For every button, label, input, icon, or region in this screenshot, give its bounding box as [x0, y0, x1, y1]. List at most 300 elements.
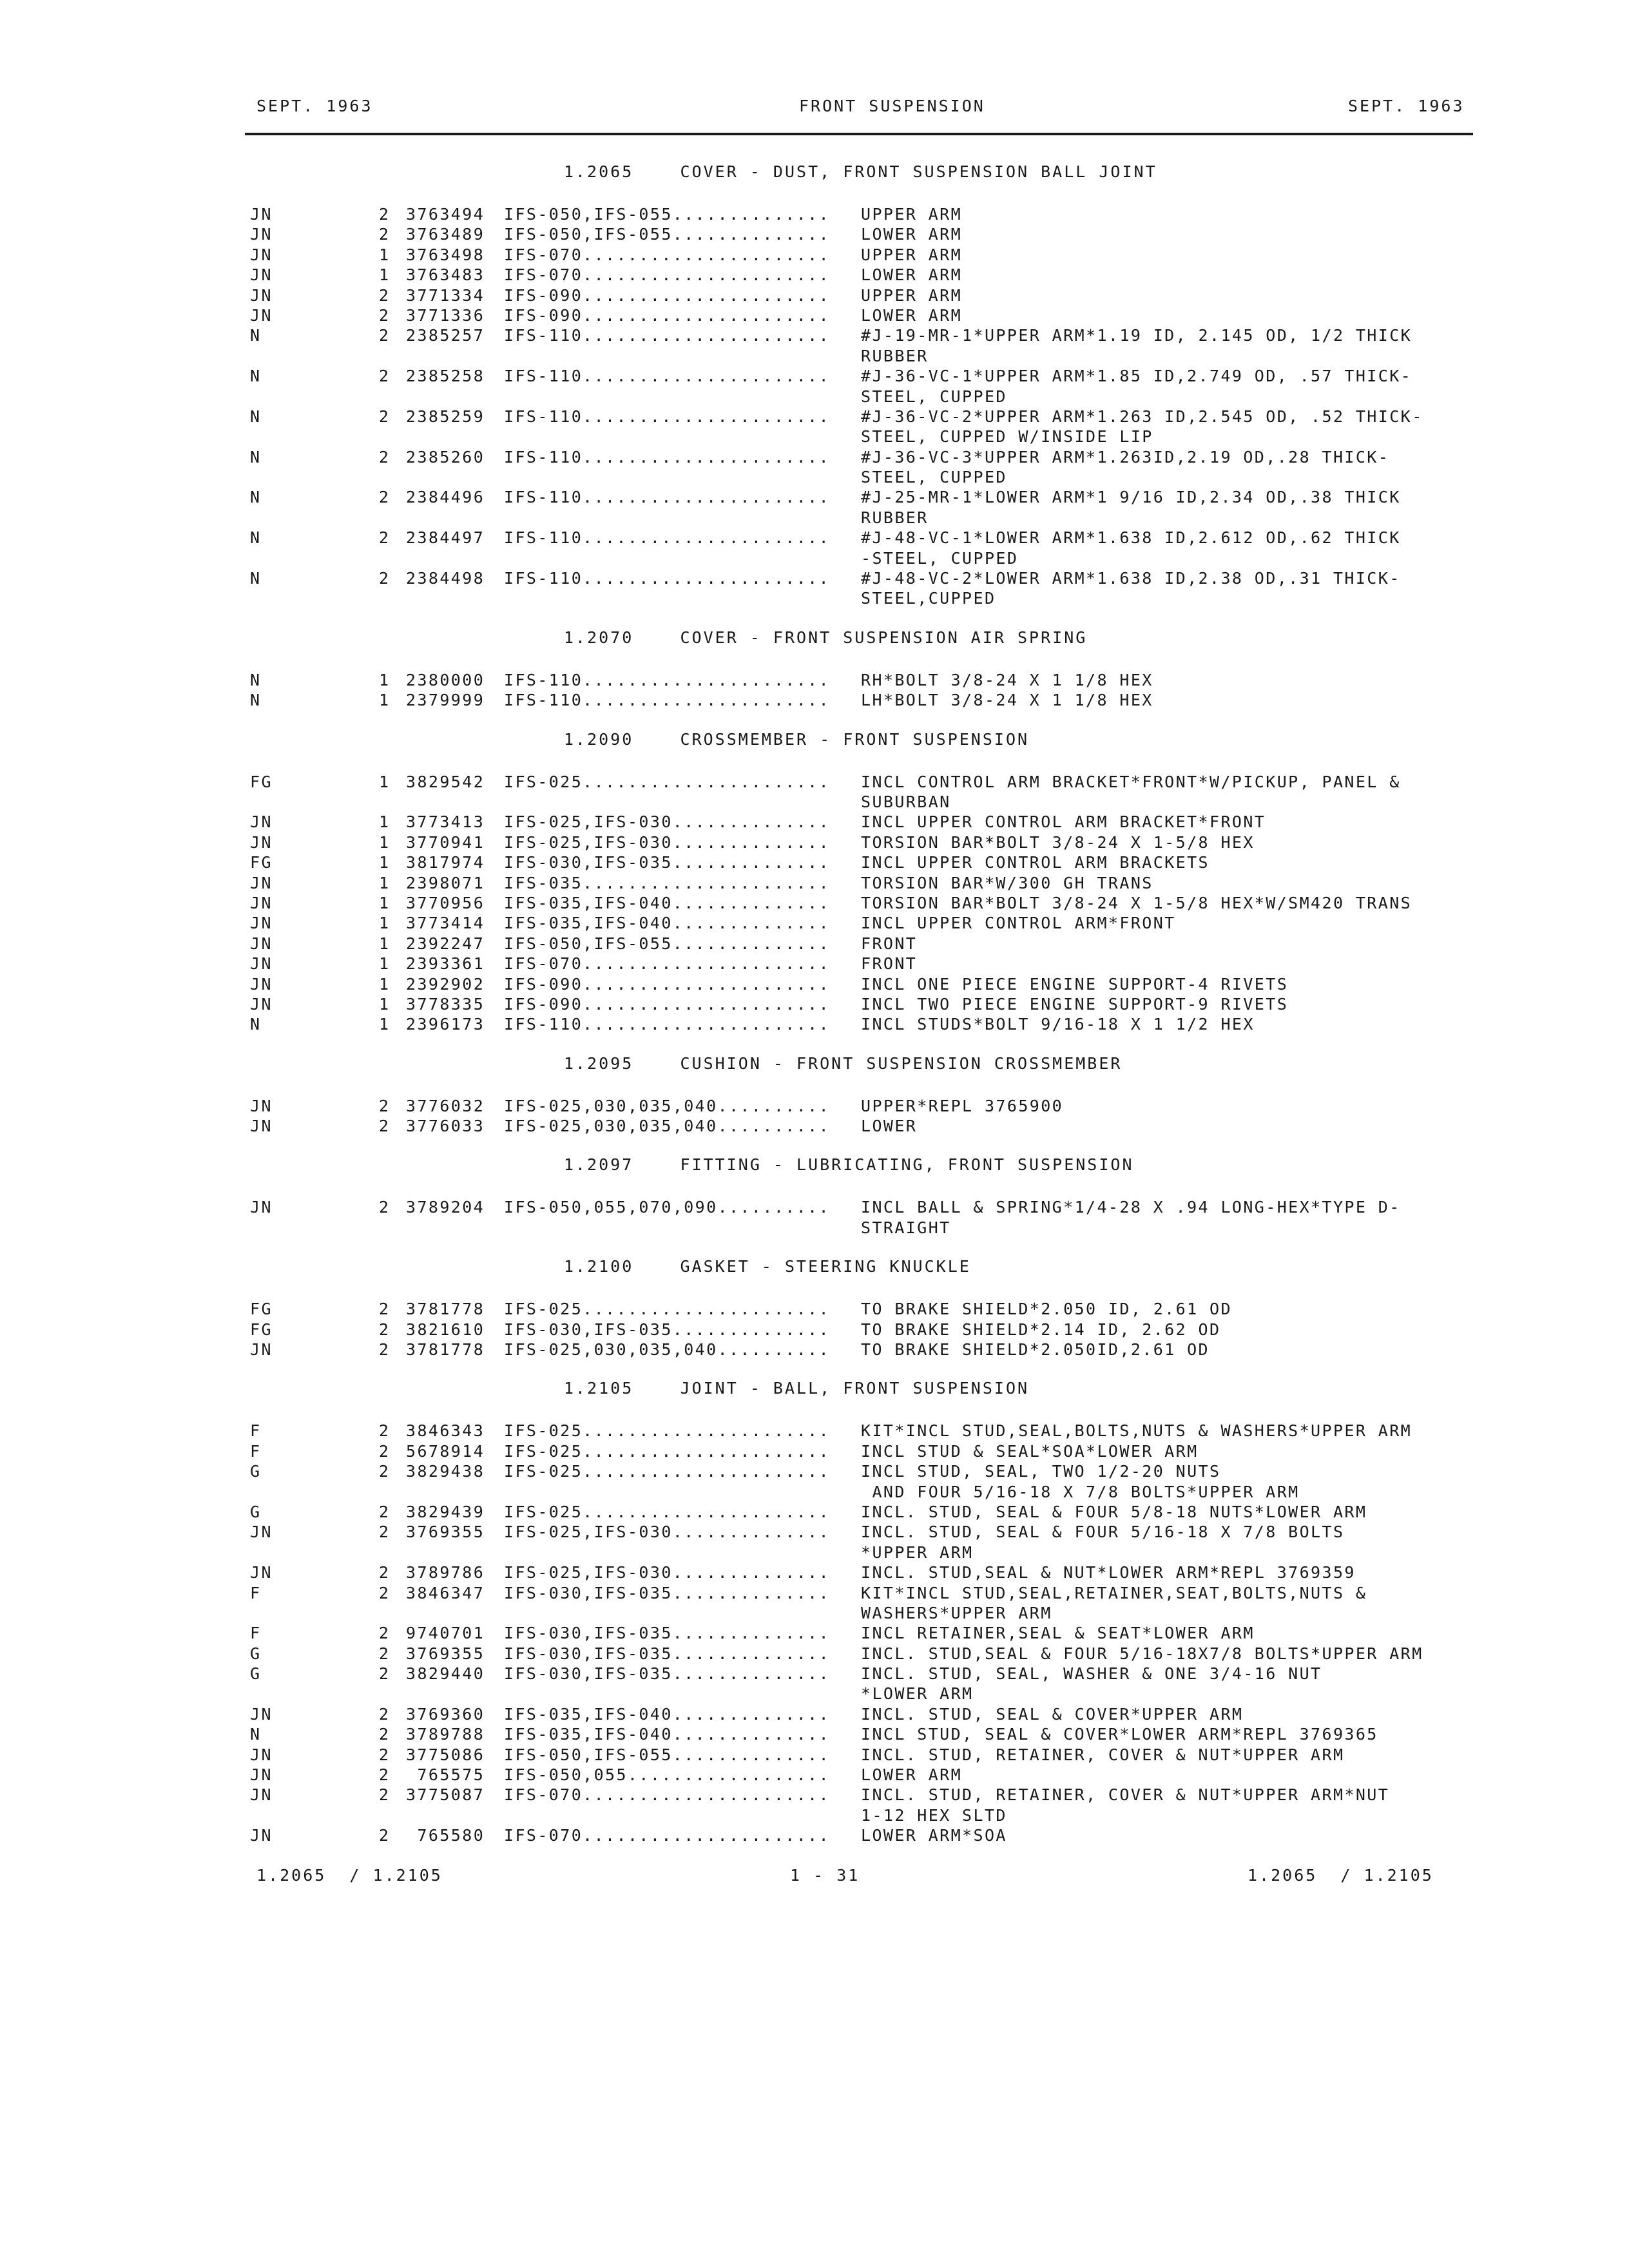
part-number: 765575 — [406, 1765, 485, 1785]
part-description: SUBURBAN — [861, 792, 951, 811]
part-description: #J-48-VC-2*LOWER ARM*1.638 ID,2.38 OD,.31 THICK- — [861, 569, 1401, 588]
part-number: 3763489 — [406, 225, 485, 244]
part-application: IFS-030,IFS-035.............. — [504, 1320, 831, 1339]
part-row — [0, 873, 1629, 893]
part-row — [0, 1785, 1629, 1825]
section-title: 1.2065 COVER - DUST, FRONT SUSPENSION BALL JOINT — [564, 162, 1157, 181]
part-code: G — [250, 1664, 262, 1684]
part-description: KIT*INCL STUD,SEAL,BOLTS,NUTS & WASHERS*UPPER ARM — [861, 1421, 1412, 1441]
part-quantity: 2 — [379, 1300, 390, 1319]
part-number: 9740701 — [406, 1624, 485, 1643]
part-quantity: 1 — [379, 914, 390, 933]
part-number: 3789204 — [406, 1198, 485, 1217]
part-number: 3829542 — [406, 772, 485, 791]
part-row — [0, 1320, 1629, 1340]
page-number: 1 - 31 — [790, 1866, 860, 1885]
part-code: FG — [250, 853, 273, 872]
part-code: JN — [250, 812, 273, 832]
part-quantity: 2 — [379, 1644, 390, 1663]
part-row — [0, 528, 1629, 568]
part-application: IFS-025,030,035,040.......... — [504, 1096, 831, 1115]
part-application: IFS-110...................... — [504, 1015, 831, 1034]
part-quantity: 1 — [379, 974, 390, 994]
part-row — [0, 1340, 1629, 1360]
part-number: 3789786 — [406, 1563, 485, 1582]
part-code: JN — [250, 1704, 273, 1724]
part-row — [0, 366, 1629, 407]
part-code: JN — [250, 893, 273, 912]
part-application: IFS-050,IFS-055.............. — [504, 205, 831, 224]
part-code: G — [250, 1644, 262, 1663]
part-application: IFS-025...................... — [504, 772, 831, 791]
part-number: 3781778 — [406, 1300, 485, 1319]
part-description: STEEL, CUPPED — [861, 387, 1007, 406]
section-heading — [0, 1371, 1629, 1412]
part-number: 3771334 — [406, 285, 485, 305]
part-description: INCL STUD, SEAL & COVER*LOWER ARM*REPL 3769365 — [861, 1725, 1378, 1744]
part-row — [0, 934, 1629, 954]
part-row — [0, 974, 1629, 994]
part-quantity: 2 — [379, 1765, 390, 1785]
part-quantity: 2 — [379, 1583, 390, 1602]
part-quantity: 2 — [379, 1704, 390, 1724]
part-description: INCL. STUD,SEAL & NUT*LOWER ARM*REPL 3769359 — [861, 1563, 1356, 1582]
part-row — [0, 285, 1629, 305]
part-code: JN — [250, 305, 273, 325]
part-code: FG — [250, 1320, 273, 1339]
part-description: INCL TWO PIECE ENGINE SUPPORT-9 RIVETS — [861, 994, 1289, 1014]
part-number: 3821610 — [406, 1320, 485, 1339]
part-code: FG — [250, 772, 273, 791]
part-quantity: 2 — [379, 1320, 390, 1339]
part-quantity: 2 — [379, 205, 390, 224]
part-description: TO BRAKE SHIELD*2.14 ID, 2.62 OD — [861, 1320, 1221, 1339]
part-number: 2392902 — [406, 974, 485, 994]
part-number: 3829440 — [406, 1664, 485, 1684]
part-description: UPPER ARM — [861, 245, 963, 264]
part-application: IFS-035...................... — [504, 873, 831, 892]
part-quantity: 1 — [379, 245, 390, 264]
part-row — [0, 1116, 1629, 1136]
part-row — [0, 407, 1629, 447]
part-row — [0, 1441, 1629, 1461]
part-description: INCL RETAINER,SEAL & SEAT*LOWER ARM — [861, 1624, 1255, 1643]
part-description: RH*BOLT 3/8-24 X 1 1/8 HEX — [861, 670, 1153, 689]
part-number: 3776033 — [406, 1117, 485, 1136]
part-quantity: 2 — [379, 569, 390, 588]
part-number: 2392247 — [406, 934, 485, 953]
part-quantity: 1 — [379, 265, 390, 285]
part-code: JN — [250, 832, 273, 852]
part-code: JN — [250, 265, 273, 285]
part-row — [0, 1664, 1629, 1704]
part-application: IFS-025,IFS-030.............. — [504, 832, 831, 852]
part-code: N — [250, 326, 262, 345]
part-description: WASHERS*UPPER ARM — [861, 1603, 1052, 1622]
part-number: 3829438 — [406, 1462, 485, 1481]
part-number: 2384497 — [406, 528, 485, 548]
part-application: IFS-110...................... — [504, 488, 831, 507]
part-quantity: 2 — [379, 305, 390, 325]
part-row — [0, 832, 1629, 852]
part-description: INCL. STUD, SEAL & FOUR 5/16-18 X 7/8 BOLTS — [861, 1523, 1345, 1542]
part-code: F — [250, 1624, 262, 1643]
part-quantity: 2 — [379, 1563, 390, 1582]
part-number: 3773414 — [406, 914, 485, 933]
part-number: 3769355 — [406, 1644, 485, 1663]
part-row — [0, 1745, 1629, 1765]
part-number: 2380000 — [406, 670, 485, 689]
part-row — [0, 224, 1629, 244]
part-application: IFS-025,030,035,040.......... — [504, 1340, 831, 1360]
part-application: IFS-030,IFS-035.............. — [504, 1644, 831, 1663]
part-description: INCL. STUD, SEAL & COVER*UPPER ARM — [861, 1704, 1244, 1724]
part-row — [0, 852, 1629, 872]
part-code: N — [250, 407, 262, 426]
part-row — [0, 994, 1629, 1014]
part-code: JN — [250, 914, 273, 933]
part-number: 3846347 — [406, 1583, 485, 1602]
part-quantity: 2 — [379, 1725, 390, 1744]
part-row — [0, 1724, 1629, 1744]
part-application: IFS-050,IFS-055.............. — [504, 934, 831, 953]
part-description: STRAIGHT — [861, 1218, 951, 1237]
part-application: IFS-070...................... — [504, 1826, 831, 1845]
part-application: IFS-035,IFS-040.............. — [504, 914, 831, 933]
part-row — [0, 690, 1629, 710]
part-application: IFS-025,IFS-030.............. — [504, 812, 831, 832]
part-quantity: 1 — [379, 853, 390, 872]
part-description: INCL BALL & SPRING*1/4-28 X .94 LONG-HEX*TYPE D- — [861, 1198, 1401, 1217]
part-code: JN — [250, 225, 273, 244]
part-application: IFS-070...................... — [504, 954, 831, 974]
part-quantity: 1 — [379, 954, 390, 974]
part-application: IFS-035,IFS-040.............. — [504, 1704, 831, 1724]
section-heading — [0, 620, 1629, 661]
part-description: -STEEL, CUPPED — [861, 548, 1019, 568]
part-application: IFS-025...................... — [504, 1462, 831, 1481]
part-row — [0, 1461, 1629, 1502]
part-code: G — [250, 1502, 262, 1521]
header-left: SEPT. 1963 — [256, 97, 373, 115]
part-application: IFS-035,IFS-040.............. — [504, 1725, 831, 1744]
part-code: N — [250, 488, 262, 507]
part-code: N — [250, 447, 262, 466]
part-row — [0, 1704, 1629, 1724]
section-heading — [0, 722, 1629, 763]
part-quantity: 2 — [379, 528, 390, 548]
footer-right: 1.2065 / 1.2105 — [1248, 1866, 1434, 1885]
part-number: 3770956 — [406, 893, 485, 912]
part-application: IFS-110...................... — [504, 528, 831, 548]
part-code: JN — [250, 1745, 273, 1764]
part-application: IFS-050,055,070,090.......... — [504, 1198, 831, 1217]
part-number: 3829439 — [406, 1502, 485, 1521]
part-quantity: 1 — [379, 893, 390, 912]
part-row — [0, 1644, 1629, 1664]
part-description: FRONT — [861, 934, 918, 953]
part-quantity: 2 — [379, 1664, 390, 1684]
part-code: JN — [250, 873, 273, 892]
part-description: FRONT — [861, 954, 918, 974]
part-number: 2384496 — [406, 488, 485, 507]
part-row — [0, 305, 1629, 325]
section-title: 1.2090 CROSSMEMBER - FRONT SUSPENSION — [564, 729, 1030, 749]
part-description: INCL CONTROL ARM BRACKET*FRONT*W/PICKUP, PANEL & — [861, 772, 1401, 791]
part-description: 1-12 HEX SLTD — [861, 1805, 1007, 1825]
part-row — [0, 670, 1629, 690]
part-description: TORSION BAR*BOLT 3/8-24 X 1-5/8 HEX — [861, 832, 1255, 852]
part-code: G — [250, 1462, 262, 1481]
part-application: IFS-090...................... — [504, 974, 831, 994]
part-quantity: 2 — [379, 447, 390, 466]
part-number: 3769360 — [406, 1704, 485, 1724]
header-rule — [245, 133, 1473, 135]
part-code: JN — [250, 1765, 273, 1785]
part-description: #J-36-VC-1*UPPER ARM*1.85 ID,2.749 OD, .57 THICK- — [861, 367, 1412, 386]
part-number: 2396173 — [406, 1015, 485, 1034]
part-number: 2385260 — [406, 447, 485, 466]
part-quantity: 2 — [379, 1785, 390, 1805]
part-code: JN — [250, 1785, 273, 1805]
part-description: #J-19-MR-1*UPPER ARM*1.19 ID, 2.145 OD, 1/2 THICK — [861, 326, 1412, 345]
section-title: 1.2070 COVER - FRONT SUSPENSION AIR SPRING — [564, 628, 1088, 647]
part-description: TORSION BAR*BOLT 3/8-24 X 1-5/8 HEX*W/SM420 TRANS — [861, 893, 1412, 912]
part-quantity: 2 — [379, 285, 390, 305]
part-row — [0, 893, 1629, 913]
part-application: IFS-025...................... — [504, 1441, 831, 1461]
part-quantity: 1 — [379, 994, 390, 1014]
part-number: 2385259 — [406, 407, 485, 426]
part-number: 3775087 — [406, 1785, 485, 1805]
part-number: 3763494 — [406, 205, 485, 224]
part-application: IFS-070...................... — [504, 1785, 831, 1805]
part-number: 3846343 — [406, 1421, 485, 1441]
part-description: INCL. STUD, RETAINER, COVER & NUT*UPPER ARM — [861, 1745, 1345, 1764]
part-number: 3763483 — [406, 265, 485, 285]
part-quantity: 1 — [379, 832, 390, 852]
part-description: UPPER ARM — [861, 205, 963, 224]
part-description: #J-36-VC-2*UPPER ARM*1.263 ID,2.545 OD, .52 THICK- — [861, 407, 1423, 426]
part-description: LOWER ARM — [861, 1765, 963, 1785]
part-application: IFS-050,055.................. — [504, 1765, 831, 1785]
part-row — [0, 1299, 1629, 1319]
part-description: TORSION BAR*W/300 GH TRANS — [861, 873, 1153, 892]
part-description: INCL STUDS*BOLT 9/16-18 X 1 1/2 HEX — [861, 1015, 1255, 1034]
part-description: INCL. STUD, SEAL & FOUR 5/8-18 NUTS*LOWER ARM — [861, 1502, 1367, 1521]
part-description: LOWER — [861, 1117, 918, 1136]
part-description: STEEL, CUPPED — [861, 468, 1007, 487]
part-code: N — [250, 569, 262, 588]
part-code: JN — [250, 974, 273, 994]
part-code: N — [250, 691, 262, 710]
part-description: #J-48-VC-1*LOWER ARM*1.638 ID,2.612 OD,.62 THICK — [861, 528, 1401, 548]
part-number: 3789788 — [406, 1725, 485, 1744]
part-application: IFS-025...................... — [504, 1300, 831, 1319]
part-quantity: 2 — [379, 1340, 390, 1360]
part-row — [0, 1502, 1629, 1522]
part-row — [0, 1522, 1629, 1562]
part-description: UPPER ARM — [861, 285, 963, 305]
section-heading — [0, 155, 1629, 195]
part-description: RUBBER — [861, 346, 929, 365]
part-code: JN — [250, 245, 273, 264]
part-application: IFS-110...................... — [504, 407, 831, 426]
part-number: 2393361 — [406, 954, 485, 974]
part-description: LOWER ARM*SOA — [861, 1826, 1007, 1845]
part-row — [0, 1623, 1629, 1643]
part-quantity: 2 — [379, 1117, 390, 1136]
part-application: IFS-110...................... — [504, 670, 831, 689]
part-description: LOWER ARM — [861, 265, 963, 285]
part-code: JN — [250, 1826, 273, 1845]
part-description: LOWER ARM — [861, 225, 963, 244]
part-description: INCL STUD, SEAL, TWO 1/2-20 NUTS — [861, 1462, 1221, 1481]
part-quantity: 2 — [379, 1624, 390, 1643]
part-number: 3776032 — [406, 1096, 485, 1115]
part-number: 3781778 — [406, 1340, 485, 1360]
part-number: 2379999 — [406, 691, 485, 710]
part-code: JN — [250, 994, 273, 1014]
part-row — [0, 1014, 1629, 1034]
section-heading — [0, 1148, 1629, 1188]
part-description: KIT*INCL STUD,SEAL,RETAINER,SEAT,BOLTS,NUTS & — [861, 1583, 1367, 1602]
part-quantity: 2 — [379, 1198, 390, 1217]
part-application: IFS-110...................... — [504, 367, 831, 386]
part-row — [0, 325, 1629, 366]
part-code: FG — [250, 1300, 273, 1319]
part-number: 3770941 — [406, 832, 485, 852]
part-row — [0, 487, 1629, 528]
part-quantity: 2 — [379, 407, 390, 426]
part-description: AND FOUR 5/16-18 X 7/8 BOLTS*UPPER ARM — [861, 1482, 1300, 1501]
section-title: 1.2105 JOINT - BALL, FRONT SUSPENSION — [564, 1379, 1030, 1398]
part-row — [0, 1562, 1629, 1582]
part-number: 2385257 — [406, 326, 485, 345]
part-application: IFS-070...................... — [504, 245, 831, 264]
part-number: 2398071 — [406, 873, 485, 892]
part-quantity: 2 — [379, 1441, 390, 1461]
part-quantity: 2 — [379, 326, 390, 345]
part-description: INCL. STUD, SEAL, WASHER & ONE 3/4-16 NUT — [861, 1664, 1322, 1684]
part-number: 765580 — [406, 1826, 485, 1845]
part-description: INCL UPPER CONTROL ARM*FRONT — [861, 914, 1176, 933]
part-description: TO BRAKE SHIELD*2.050ID,2.61 OD — [861, 1340, 1210, 1360]
part-number: 3769355 — [406, 1523, 485, 1542]
part-row — [0, 954, 1629, 974]
part-row — [0, 1096, 1629, 1116]
part-row — [0, 265, 1629, 285]
part-application: IFS-035,IFS-040.............. — [504, 893, 831, 912]
part-quantity: 2 — [379, 1421, 390, 1441]
part-quantity: 2 — [379, 367, 390, 386]
part-description: INCL. STUD, RETAINER, COVER & NUT*UPPER ARM*NUT — [861, 1785, 1390, 1805]
part-description: RUBBER — [861, 508, 929, 527]
part-application: IFS-050,IFS-055.............. — [504, 225, 831, 244]
part-quantity: 2 — [379, 1502, 390, 1521]
part-application: IFS-030,IFS-035.............. — [504, 853, 831, 872]
part-number: 3817974 — [406, 853, 485, 872]
part-application: IFS-030,IFS-035.............. — [504, 1664, 831, 1684]
section-title: 1.2097 FITTING - LUBRICATING, FRONT SUSPENSION — [564, 1155, 1134, 1175]
part-description: UPPER*REPL 3765900 — [861, 1096, 1064, 1115]
part-code: JN — [250, 1198, 273, 1217]
part-description: #J-25-MR-1*LOWER ARM*1 9/16 ID,2.34 OD,.38 THICK — [861, 488, 1401, 507]
part-code: JN — [250, 1523, 273, 1542]
part-row — [0, 1421, 1629, 1441]
part-application: IFS-070...................... — [504, 265, 831, 285]
part-application: IFS-110...................... — [504, 447, 831, 466]
part-code: F — [250, 1441, 262, 1461]
part-code: F — [250, 1583, 262, 1602]
part-code: N — [250, 670, 262, 689]
part-row — [0, 772, 1629, 812]
part-row — [0, 568, 1629, 609]
part-application: IFS-110...................... — [504, 326, 831, 345]
parts-list — [0, 155, 1629, 1858]
part-description: *UPPER ARM — [861, 1542, 974, 1562]
part-row — [0, 1825, 1629, 1845]
part-quantity: 2 — [379, 1523, 390, 1542]
part-code: N — [250, 528, 262, 548]
footer-left: 1.2065 / 1.2105 — [256, 1866, 443, 1885]
part-number: 2384498 — [406, 569, 485, 588]
part-description: STEEL, CUPPED W/INSIDE LIP — [861, 427, 1153, 447]
header-right: SEPT. 1963 — [1348, 97, 1465, 115]
part-description: LOWER ARM — [861, 305, 963, 325]
part-application: IFS-090...................... — [504, 285, 831, 305]
part-code: JN — [250, 1096, 273, 1115]
part-row — [0, 812, 1629, 832]
part-application: IFS-025...................... — [504, 1421, 831, 1441]
part-code: N — [250, 367, 262, 386]
part-description: LH*BOLT 3/8-24 X 1 1/8 HEX — [861, 691, 1153, 710]
section-title: 1.2100 GASKET - STEERING KNUCKLE — [564, 1257, 971, 1276]
part-quantity: 1 — [379, 772, 390, 791]
part-quantity: 2 — [379, 1826, 390, 1845]
part-description: TO BRAKE SHIELD*2.050 ID, 2.61 OD — [861, 1300, 1232, 1319]
part-quantity: 2 — [379, 1462, 390, 1481]
part-code: N — [250, 1725, 262, 1744]
part-number: 5678914 — [406, 1441, 485, 1461]
part-description: INCL ONE PIECE ENGINE SUPPORT-4 RIVETS — [861, 974, 1289, 994]
part-application: IFS-030,IFS-035.............. — [504, 1624, 831, 1643]
part-application: IFS-050,IFS-055.............. — [504, 1745, 831, 1764]
part-application: IFS-025,IFS-030.............. — [504, 1523, 831, 1542]
part-application: IFS-025,030,035,040.......... — [504, 1117, 831, 1136]
part-code: JN — [250, 1117, 273, 1136]
part-description: INCL UPPER CONTROL ARM BRACKETS — [861, 853, 1210, 872]
section-heading — [0, 1249, 1629, 1290]
part-row — [0, 1765, 1629, 1785]
section-heading — [0, 1046, 1629, 1087]
part-number: 3771336 — [406, 305, 485, 325]
part-quantity: 2 — [379, 1745, 390, 1764]
part-number: 3778335 — [406, 994, 485, 1014]
part-row — [0, 447, 1629, 488]
part-application: IFS-025,IFS-030.............. — [504, 1563, 831, 1582]
part-code: JN — [250, 954, 273, 974]
part-row — [0, 245, 1629, 265]
part-code: JN — [250, 205, 273, 224]
part-description: STEEL,CUPPED — [861, 589, 996, 608]
part-number: 3775086 — [406, 1745, 485, 1764]
part-application: IFS-090...................... — [504, 994, 831, 1014]
part-quantity: 2 — [379, 488, 390, 507]
part-quantity: 1 — [379, 812, 390, 832]
part-row — [0, 913, 1629, 933]
part-application: IFS-090...................... — [504, 305, 831, 325]
